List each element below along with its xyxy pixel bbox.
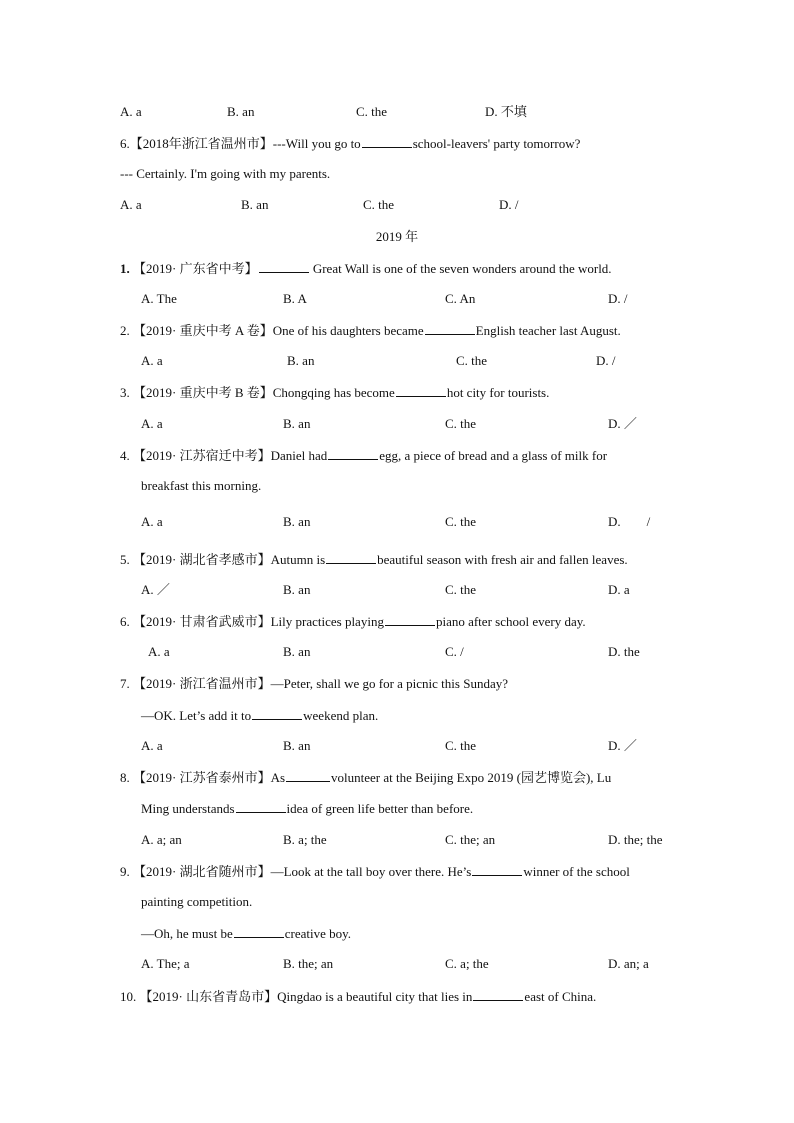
question-8 [120,769,611,786]
question-stem: —Oh, he must be [141,926,233,941]
question-2 [120,322,621,339]
question-number: 7. [120,676,130,691]
question-source: 【2019· 重庆中考 B 卷】 [133,385,273,400]
option-c: C. the [445,582,477,597]
question-number: 6. [120,614,130,629]
option-c: C. / [445,644,464,659]
option-c: C. the [445,514,477,529]
question-3 [120,384,549,401]
question-continuation [141,707,378,724]
question-stem: —Peter, shall we go for a picnic this Sunday? [270,676,508,691]
question-stem-rest: weekend plan. [303,708,379,723]
question-stem: —OK. Let’s add it to [141,708,252,723]
question-source: 【2019· 江苏省泰州市】 [133,770,271,785]
option-c: C. the [445,738,477,753]
year-heading: 2019 年 [375,229,419,244]
question-stem: 6.【2018年浙江省温州市】---Will you go to [120,136,361,151]
answer-blank [236,800,286,813]
option-b: B. an [283,582,311,597]
question-stem-rest: volunteer at the Beijing Expo 2019 (园艺博览会), Lu [331,770,612,785]
question-source: 【2019· 江苏宿迁中考】 [133,448,271,463]
option-b: B. an [287,353,315,368]
answer-blank [252,707,302,720]
question-stem: Chongqing has become [272,385,395,400]
question-6-2018 [120,135,580,152]
question-continuation: breakfast this morning. [141,478,262,493]
option-d: D. ／ [608,738,637,753]
question-stem-rest: east of China. [524,989,597,1004]
question-6 [120,613,586,630]
question-stem-rest: school-leavers' party tomorrow? [412,136,581,151]
question-stem: Qingdao is a beautiful city that lies in [277,989,473,1004]
option-d: D. ／ [608,416,637,431]
question-source: 【2019· 湖北省随州市】 [133,864,271,879]
question-number: 3. [120,385,130,400]
question-stem-rest: hot city for tourists. [446,385,550,400]
question-number: 8. [120,770,130,785]
option-d: D. / [608,291,628,306]
option-c: C. the [363,197,395,212]
question-stem: —Look at the tall boy over there. He’s [270,864,472,879]
question-stem: Daniel had [270,448,328,463]
answer-blank [396,384,446,397]
answer-blank [259,260,309,273]
option-c: C. An [445,291,476,306]
question-continuation: painting competition. [141,894,253,909]
question-stem-rest: idea of green life better than before. [286,801,474,816]
option-d: D. / [608,514,651,529]
question-continuation [141,925,351,942]
answer-blank [326,551,376,564]
option-b: B. an [227,104,255,119]
option-d: D. the; the [608,832,663,847]
answer-blank [234,925,284,938]
question-number: 10. [120,989,137,1004]
option-b: B. an [283,514,311,529]
question-stem: Lily practices playing [270,614,384,629]
answer-line: --- Certainly. I'm going with my parents. [120,166,331,181]
option-a: A. a [141,416,163,431]
question-stem-rest: winner of the school [523,864,630,879]
question-4 [120,447,607,464]
question-source: 【2019· 甘肃省武威市】 [133,614,271,629]
answer-blank [385,613,435,626]
question-10 [120,988,596,1005]
option-a: A. ／ [141,582,170,597]
option-c: C. the [356,104,388,119]
option-b: B. A [283,291,307,306]
question-9 [120,863,630,880]
option-d: D. an; a [608,956,649,971]
question-source: 【2019· 山东省青岛市】 [139,989,278,1004]
option-c: C. a; the [445,956,489,971]
option-c: C. the [445,416,477,431]
question-stem: Autumn is [270,552,326,567]
question-stem: One of his daughters became [272,323,424,338]
question-source: 【2019· 浙江省温州市】 [133,676,271,691]
question-number: 1. [120,261,130,276]
option-b: B. the; an [283,956,334,971]
question-source: 【2019· 重庆中考 A 卷】 [133,323,273,338]
question-stem-rest: piano after school every day. [435,614,586,629]
question-stem-rest: beautiful season with fresh air and fallen leaves. [377,552,628,567]
answer-blank [328,447,378,460]
answer-blank [362,135,412,148]
question-number: 5. [120,552,130,567]
question-stem-rest: Great Wall is one of the seven wonders around the world. [309,261,612,276]
question-1 [120,260,612,277]
option-d: D. 不填 [485,104,527,119]
question-number: 2. [120,323,130,338]
option-d: D. a [608,582,630,597]
option-d: D. the [608,644,640,659]
question-5 [120,551,628,568]
question-source: 【2019· 广东省中考】 [133,261,258,276]
answer-blank [286,769,330,782]
question-stem-rest: egg, a piece of bread and a glass of milk for [379,448,608,463]
option-a: A. a [148,644,170,659]
option-a: A. The; a [141,956,190,971]
question-stem: As [270,770,286,785]
option-a: A. a [120,104,142,119]
option-b: B. an [283,738,311,753]
option-d: D. / [499,197,519,212]
option-a: A. a [141,353,163,368]
option-d: D. / [596,353,616,368]
option-c: C. the [456,353,488,368]
option-b: B. an [241,197,269,212]
option-a: A. The [141,291,177,306]
option-c: C. the; an [445,832,496,847]
question-number: 9. [120,864,130,879]
option-a: A. a [120,197,142,212]
option-b: B. a; the [283,832,327,847]
question-source: 【2019· 湖北省孝感市】 [133,552,271,567]
question-stem-rest: creative boy. [284,926,352,941]
answer-blank [473,988,523,1001]
option-a: A. a; an [141,832,182,847]
question-stem-rest: English teacher last August. [475,323,621,338]
option-a: A. a [141,514,163,529]
option-b: B. an [283,416,311,431]
option-a: A. a [141,738,163,753]
question-continuation [141,800,473,817]
answer-blank [472,863,522,876]
question-stem: Ming understands [141,801,235,816]
answer-blank [425,322,475,335]
question-7 [120,676,508,692]
option-b: B. an [283,644,311,659]
question-number: 4. [120,448,130,463]
